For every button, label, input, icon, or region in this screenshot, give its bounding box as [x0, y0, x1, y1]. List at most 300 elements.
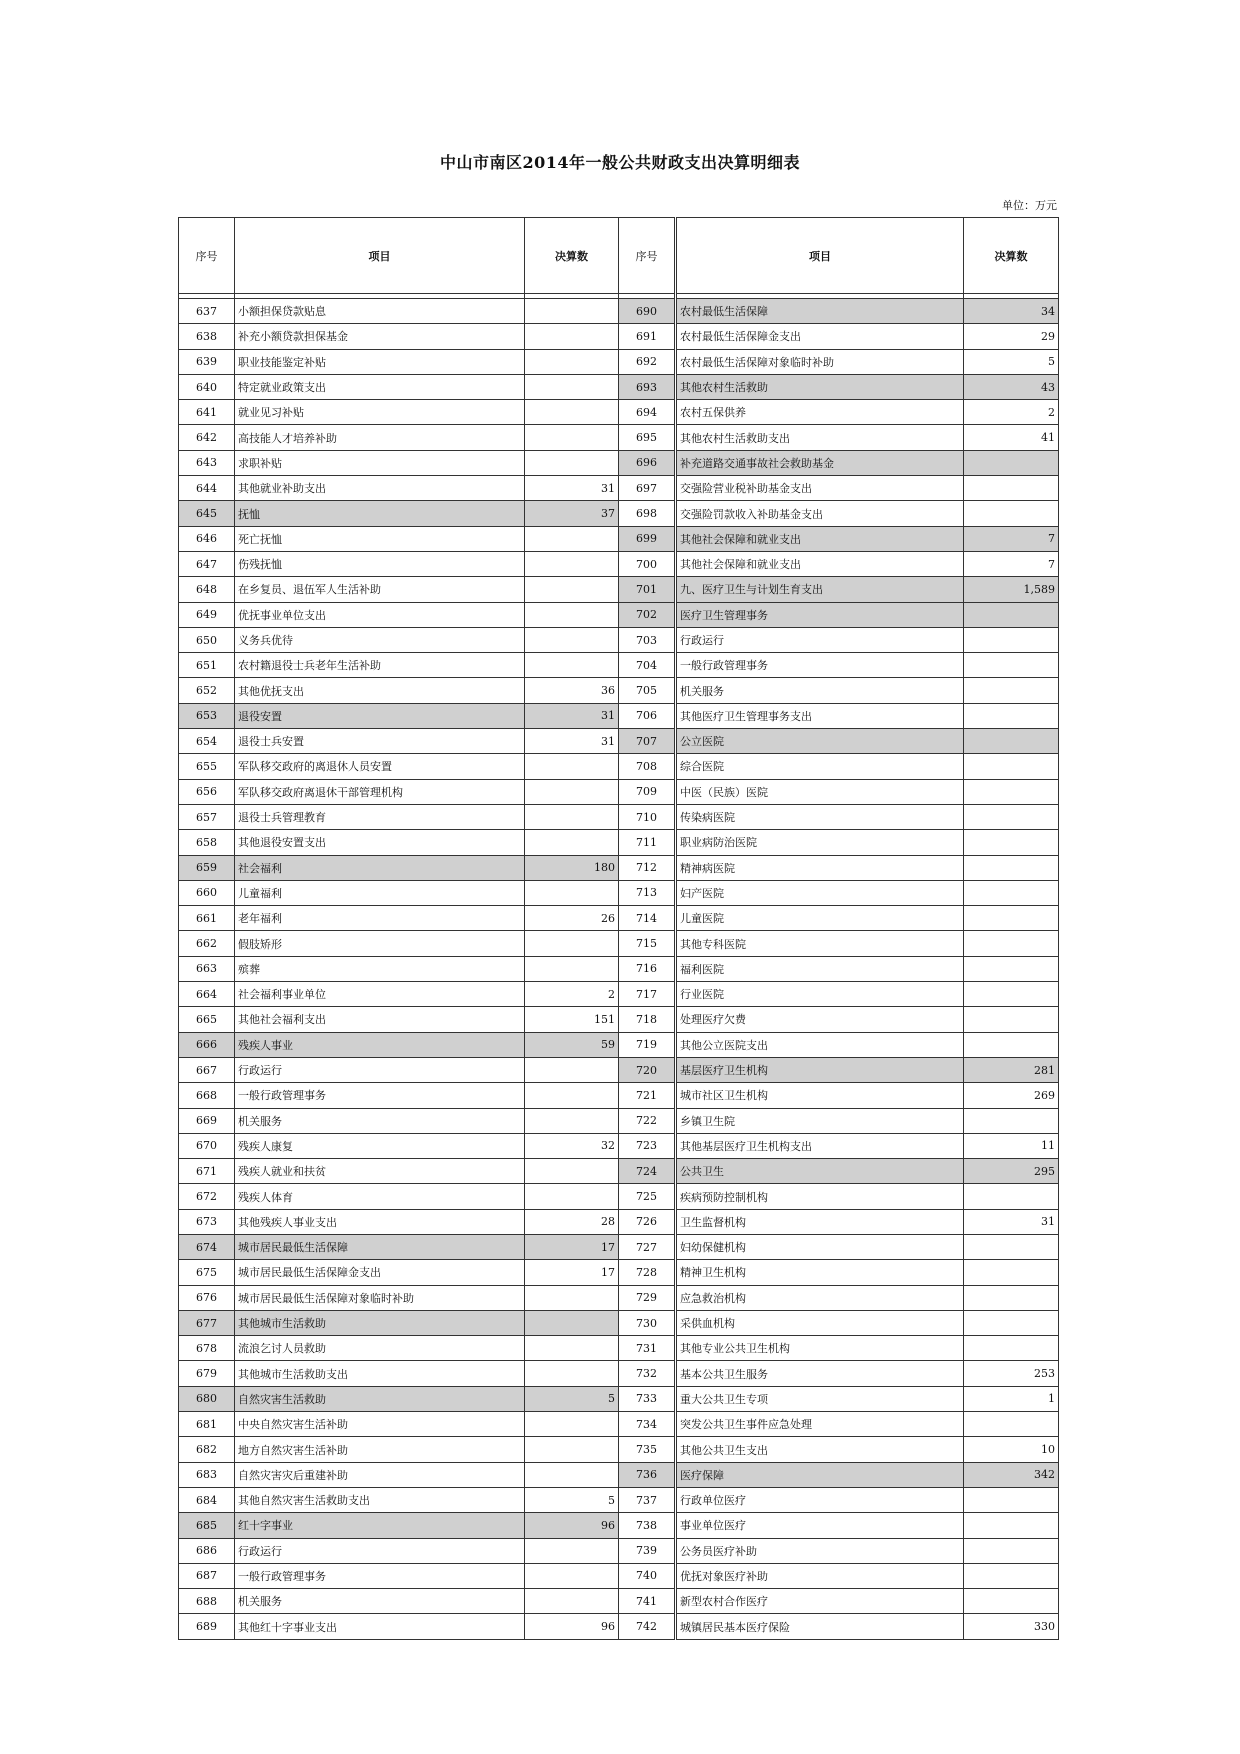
row-seq-right: 721: [619, 1083, 676, 1108]
row-amount-right: [964, 1285, 1059, 1310]
row-item-right: 一般行政管理事务: [676, 653, 964, 678]
row-item-left: 就业见习补贴: [235, 400, 525, 425]
row-seq-right: 693: [619, 374, 676, 399]
row-item-right: 其他医疗卫生管理事务支出: [676, 703, 964, 728]
row-seq-right: 736: [619, 1462, 676, 1487]
row-seq-left: 674: [179, 1234, 235, 1259]
row-seq-left: 664: [179, 982, 235, 1007]
row-item-left: 残疾人体育: [235, 1184, 525, 1209]
row-seq-right: 741: [619, 1589, 676, 1614]
row-item-left: 残疾人康复: [235, 1133, 525, 1158]
row-amount-right: 7: [964, 551, 1059, 576]
table-row: [179, 982, 1059, 1007]
expenditure-table: [178, 217, 1059, 1640]
row-amount-right: 269: [964, 1083, 1059, 1108]
header-seq-left: 序号: [179, 218, 235, 294]
row-item-left: 中央自然灾害生活补助: [235, 1412, 525, 1437]
table-row: [179, 1083, 1059, 1108]
row-amount-left: [525, 1108, 619, 1133]
row-seq-right: 728: [619, 1260, 676, 1285]
row-amount-right: [964, 1032, 1059, 1057]
row-seq-left: 640: [179, 374, 235, 399]
row-seq-left: 689: [179, 1614, 235, 1639]
row-item-left: 其他红十字事业支出: [235, 1614, 525, 1639]
row-amount-left: [525, 931, 619, 956]
row-seq-left: 663: [179, 956, 235, 981]
row-item-left: 伤残抚恤: [235, 551, 525, 576]
row-amount-right: [964, 1310, 1059, 1335]
table-row: [179, 956, 1059, 981]
row-item-left: 殡葬: [235, 956, 525, 981]
row-item-left: 社会福利事业单位: [235, 982, 525, 1007]
row-amount-right: 34: [964, 299, 1059, 324]
row-amount-left: [525, 349, 619, 374]
row-amount-right: [964, 501, 1059, 526]
row-amount-left: 28: [525, 1209, 619, 1234]
row-item-right: 其他专业公共卫生机构: [676, 1336, 964, 1361]
row-seq-left: 684: [179, 1487, 235, 1512]
row-amount-right: [964, 855, 1059, 880]
table-row: [179, 1412, 1059, 1437]
row-item-right: 其他公共卫生支出: [676, 1437, 964, 1462]
row-amount-left: [525, 526, 619, 551]
row-seq-left: 665: [179, 1007, 235, 1032]
row-seq-right: 700: [619, 551, 676, 576]
row-amount-left: [525, 627, 619, 652]
row-seq-right: 724: [619, 1159, 676, 1184]
row-seq-right: 704: [619, 653, 676, 678]
table-row: [179, 501, 1059, 526]
table-row: [179, 754, 1059, 779]
table-row: [179, 804, 1059, 829]
row-item-left: 其他优抚支出: [235, 678, 525, 703]
row-seq-right: 719: [619, 1032, 676, 1057]
row-item-left: 退役士兵安置: [235, 729, 525, 754]
row-amount-right: [964, 1260, 1059, 1285]
row-seq-right: 733: [619, 1386, 676, 1411]
row-amount-left: [525, 299, 619, 324]
table-row: [179, 324, 1059, 349]
row-item-right: 医疗保障: [676, 1462, 964, 1487]
row-amount-left: [525, 425, 619, 450]
table-row: [179, 1108, 1059, 1133]
row-seq-right: 695: [619, 425, 676, 450]
row-item-left: 高技能人才培养补助: [235, 425, 525, 450]
row-seq-right: 707: [619, 729, 676, 754]
row-seq-left: 679: [179, 1361, 235, 1386]
row-amount-right: [964, 754, 1059, 779]
row-seq-right: 716: [619, 956, 676, 981]
row-seq-left: 645: [179, 501, 235, 526]
row-item-left: 机关服务: [235, 1589, 525, 1614]
row-seq-right: 731: [619, 1336, 676, 1361]
row-item-left: 其他残疾人事业支出: [235, 1209, 525, 1234]
row-amount-right: 11: [964, 1133, 1059, 1158]
row-item-right: 行政单位医疗: [676, 1487, 964, 1512]
row-seq-right: 714: [619, 906, 676, 931]
row-item-left: 红十字事业: [235, 1513, 525, 1538]
row-amount-left: 26: [525, 906, 619, 931]
row-seq-left: 647: [179, 551, 235, 576]
row-item-right: 采供血机构: [676, 1310, 964, 1335]
row-seq-left: 638: [179, 324, 235, 349]
row-amount-left: [525, 804, 619, 829]
table-row: [179, 1057, 1059, 1082]
header-seq-right: 序号: [619, 218, 676, 294]
row-amount-left: 36: [525, 678, 619, 703]
table-row: [179, 577, 1059, 602]
table-row: [179, 1260, 1059, 1285]
row-seq-left: 672: [179, 1184, 235, 1209]
table-row: [179, 1386, 1059, 1411]
row-seq-left: 646: [179, 526, 235, 551]
row-seq-left: 641: [179, 400, 235, 425]
row-amount-right: [964, 1336, 1059, 1361]
row-amount-right: [964, 906, 1059, 931]
row-seq-left: 656: [179, 779, 235, 804]
row-seq-right: 711: [619, 830, 676, 855]
row-amount-right: 281: [964, 1057, 1059, 1082]
row-amount-left: [525, 577, 619, 602]
row-item-right: 农村最低生活保障金支出: [676, 324, 964, 349]
row-seq-right: 712: [619, 855, 676, 880]
row-amount-left: 96: [525, 1513, 619, 1538]
row-seq-right: 698: [619, 501, 676, 526]
row-amount-right: 5: [964, 349, 1059, 374]
row-amount-right: [964, 982, 1059, 1007]
row-amount-right: 295: [964, 1159, 1059, 1184]
row-item-right: 其他社会保障和就业支出: [676, 526, 964, 551]
table-row: [179, 551, 1059, 576]
row-seq-right: 740: [619, 1563, 676, 1588]
table-row: [179, 1234, 1059, 1259]
row-item-right: 交强险罚款收入补助基金支出: [676, 501, 964, 526]
row-item-right: 传染病医院: [676, 804, 964, 829]
row-seq-right: 702: [619, 602, 676, 627]
row-item-right: 公共卫生: [676, 1159, 964, 1184]
table-row: [179, 1462, 1059, 1487]
row-seq-left: 683: [179, 1462, 235, 1487]
row-item-left: 职业技能鉴定补贴: [235, 349, 525, 374]
row-item-right: 福利医院: [676, 956, 964, 981]
row-seq-left: 661: [179, 906, 235, 931]
row-amount-right: [964, 880, 1059, 905]
table-row: [179, 1614, 1059, 1639]
row-amount-left: [525, 1563, 619, 1588]
row-item-right: 新型农村合作医疗: [676, 1589, 964, 1614]
row-seq-right: 737: [619, 1487, 676, 1512]
row-item-left: 优抚事业单位支出: [235, 602, 525, 627]
row-item-right: 儿童医院: [676, 906, 964, 931]
row-item-right: 农村最低生活保障: [676, 299, 964, 324]
row-item-left: 自然灾害生活救助: [235, 1386, 525, 1411]
row-amount-left: 5: [525, 1487, 619, 1512]
header-row: [179, 218, 1059, 294]
row-seq-left: 677: [179, 1310, 235, 1335]
row-item-left: 老年福利: [235, 906, 525, 931]
row-amount-left: [525, 1589, 619, 1614]
row-item-left: 农村籍退役士兵老年生活补助: [235, 653, 525, 678]
table-row: [179, 880, 1059, 905]
row-amount-left: 151: [525, 1007, 619, 1032]
unit-label: 单位：万元: [1002, 199, 1057, 212]
row-amount-left: [525, 754, 619, 779]
row-seq-left: 648: [179, 577, 235, 602]
row-amount-left: [525, 374, 619, 399]
row-item-right: 综合医院: [676, 754, 964, 779]
table-row: [179, 627, 1059, 652]
row-seq-right: 715: [619, 931, 676, 956]
row-item-left: 退役安置: [235, 703, 525, 728]
row-amount-right: [964, 1007, 1059, 1032]
row-item-left: 其他退役安置支出: [235, 830, 525, 855]
row-amount-right: [964, 830, 1059, 855]
row-item-left: 地方自然灾害生活补助: [235, 1437, 525, 1462]
header-item-left: 项目: [235, 218, 525, 294]
table-row: [179, 425, 1059, 450]
table-row: [179, 1589, 1059, 1614]
row-seq-right: 730: [619, 1310, 676, 1335]
row-item-left: 其他就业补助支出: [235, 476, 525, 501]
row-item-left: 社会福利: [235, 855, 525, 880]
row-amount-right: [964, 678, 1059, 703]
row-seq-left: 653: [179, 703, 235, 728]
row-seq-right: 690: [619, 299, 676, 324]
row-item-right: 农村五保供养: [676, 400, 964, 425]
row-amount-left: [525, 1310, 619, 1335]
row-item-left: 城市居民最低生活保障: [235, 1234, 525, 1259]
table-row: [179, 1487, 1059, 1512]
row-seq-right: 725: [619, 1184, 676, 1209]
row-amount-left: 31: [525, 476, 619, 501]
table-row: [179, 476, 1059, 501]
row-seq-right: 706: [619, 703, 676, 728]
row-seq-right: 735: [619, 1437, 676, 1462]
row-item-right: 精神卫生机构: [676, 1260, 964, 1285]
row-seq-right: 709: [619, 779, 676, 804]
row-amount-left: 32: [525, 1133, 619, 1158]
row-item-right: 基层医疗卫生机构: [676, 1057, 964, 1082]
row-amount-right: [964, 1538, 1059, 1563]
row-amount-right: [964, 1412, 1059, 1437]
row-amount-left: [525, 551, 619, 576]
row-item-right: 妇幼保健机构: [676, 1234, 964, 1259]
row-seq-right: 720: [619, 1057, 676, 1082]
row-seq-right: 727: [619, 1234, 676, 1259]
row-item-left: 一般行政管理事务: [235, 1083, 525, 1108]
table-body: [179, 294, 1059, 1640]
row-amount-left: 31: [525, 729, 619, 754]
row-item-right: 其他专科医院: [676, 931, 964, 956]
table-row: [179, 400, 1059, 425]
row-item-right: 基本公共卫生服务: [676, 1361, 964, 1386]
row-item-left: 求职补贴: [235, 450, 525, 475]
row-item-right: 突发公共卫生事件应急处理: [676, 1412, 964, 1437]
row-amount-left: [525, 602, 619, 627]
table-row: [179, 779, 1059, 804]
row-item-left: 一般行政管理事务: [235, 1563, 525, 1588]
row-item-right: 中医（民族）医院: [676, 779, 964, 804]
row-item-right: 医疗卫生管理事务: [676, 602, 964, 627]
table-row: [179, 1184, 1059, 1209]
row-seq-right: 738: [619, 1513, 676, 1538]
row-amount-right: 1,589: [964, 577, 1059, 602]
row-item-right: 处理医疗欠费: [676, 1007, 964, 1032]
row-seq-left: 657: [179, 804, 235, 829]
row-seq-right: 726: [619, 1209, 676, 1234]
row-item-left: 城市居民最低生活保障对象临时补助: [235, 1285, 525, 1310]
row-seq-left: 681: [179, 1412, 235, 1437]
row-seq-right: 732: [619, 1361, 676, 1386]
row-amount-right: [964, 653, 1059, 678]
row-amount-right: [964, 1234, 1059, 1259]
row-item-right: 优抚对象医疗补助: [676, 1563, 964, 1588]
row-amount-right: [964, 476, 1059, 501]
row-item-left: 残疾人就业和扶贫: [235, 1159, 525, 1184]
table-row: [179, 1437, 1059, 1462]
row-amount-right: [964, 1563, 1059, 1588]
page-title: 中山市南区2014年一般公共财政支出决算明细表: [439, 153, 801, 172]
row-seq-left: 671: [179, 1159, 235, 1184]
row-amount-left: [525, 450, 619, 475]
row-item-right: 城镇居民基本医疗保险: [676, 1614, 964, 1639]
row-amount-left: [525, 324, 619, 349]
row-amount-right: [964, 779, 1059, 804]
row-item-right: 行政运行: [676, 627, 964, 652]
row-seq-right: 718: [619, 1007, 676, 1032]
row-amount-left: [525, 956, 619, 981]
row-item-left: 补充小额贷款担保基金: [235, 324, 525, 349]
row-seq-left: 676: [179, 1285, 235, 1310]
row-amount-right: [964, 804, 1059, 829]
table-row: [179, 830, 1059, 855]
table-row: [179, 678, 1059, 703]
row-seq-right: 710: [619, 804, 676, 829]
row-seq-left: 685: [179, 1513, 235, 1538]
row-seq-left: 682: [179, 1437, 235, 1462]
row-amount-left: 17: [525, 1234, 619, 1259]
row-item-left: 行政运行: [235, 1538, 525, 1563]
row-item-right: 行业医院: [676, 982, 964, 1007]
row-amount-right: [964, 1589, 1059, 1614]
row-seq-right: 742: [619, 1614, 676, 1639]
row-item-right: 公立医院: [676, 729, 964, 754]
row-seq-left: 678: [179, 1336, 235, 1361]
row-seq-right: 696: [619, 450, 676, 475]
row-amount-left: [525, 1361, 619, 1386]
row-item-right: 疾病预防控制机构: [676, 1184, 964, 1209]
table-row: [179, 1159, 1059, 1184]
row-item-left: 退役士兵管理教育: [235, 804, 525, 829]
row-amount-right: 43: [964, 374, 1059, 399]
table-row: [179, 1285, 1059, 1310]
row-amount-right: 31: [964, 1209, 1059, 1234]
row-item-left: 在乡复员、退伍军人生活补助: [235, 577, 525, 602]
row-seq-right: 691: [619, 324, 676, 349]
row-amount-left: 17: [525, 1260, 619, 1285]
table-row: [179, 1513, 1059, 1538]
table-row: [179, 1310, 1059, 1335]
row-item-left: 军队移交政府离退休干部管理机构: [235, 779, 525, 804]
row-amount-right: [964, 956, 1059, 981]
row-seq-left: 659: [179, 855, 235, 880]
row-item-left: 其他社会福利支出: [235, 1007, 525, 1032]
table-row: [179, 602, 1059, 627]
table-row: [179, 349, 1059, 374]
header-amount-right: 决算数: [964, 218, 1059, 294]
row-seq-left: 649: [179, 602, 235, 627]
row-amount-left: [525, 1083, 619, 1108]
row-item-right: 其他社会保障和就业支出: [676, 551, 964, 576]
header-item-right: 项目: [676, 218, 964, 294]
row-seq-right: 722: [619, 1108, 676, 1133]
row-item-left: 抚恤: [235, 501, 525, 526]
row-amount-right: 2: [964, 400, 1059, 425]
row-amount-left: 31: [525, 703, 619, 728]
row-item-right: 补充道路交通事故社会救助基金: [676, 450, 964, 475]
row-seq-right: 701: [619, 577, 676, 602]
row-seq-left: 670: [179, 1133, 235, 1158]
row-seq-left: 652: [179, 678, 235, 703]
row-item-left: 义务兵优待: [235, 627, 525, 652]
row-item-right: 其他公立医院支出: [676, 1032, 964, 1057]
row-seq-left: 655: [179, 754, 235, 779]
table-row: [179, 855, 1059, 880]
row-item-right: 公务员医疗补助: [676, 1538, 964, 1563]
table-row: [179, 450, 1059, 475]
row-amount-left: 2: [525, 982, 619, 1007]
row-amount-right: 1: [964, 1386, 1059, 1411]
table-row: [179, 1007, 1059, 1032]
row-amount-left: [525, 830, 619, 855]
row-item-left: 军队移交政府的离退休人员安置: [235, 754, 525, 779]
row-seq-left: 637: [179, 299, 235, 324]
row-seq-left: 644: [179, 476, 235, 501]
row-amount-right: [964, 1108, 1059, 1133]
row-item-right: 九、医疗卫生与计划生育支出: [676, 577, 964, 602]
row-seq-right: 723: [619, 1133, 676, 1158]
row-seq-left: 660: [179, 880, 235, 905]
row-item-left: 特定就业政策支出: [235, 374, 525, 399]
row-item-right: 其他农村生活救助支出: [676, 425, 964, 450]
row-seq-left: 668: [179, 1083, 235, 1108]
row-amount-left: [525, 1538, 619, 1563]
row-item-right: 交强险营业税补助基金支出: [676, 476, 964, 501]
row-seq-left: 651: [179, 653, 235, 678]
row-amount-right: 29: [964, 324, 1059, 349]
row-amount-right: [964, 931, 1059, 956]
row-item-right: 职业病防治医院: [676, 830, 964, 855]
row-amount-right: 253: [964, 1361, 1059, 1386]
row-item-left: 其他城市生活救助支出: [235, 1361, 525, 1386]
row-item-left: 城市居民最低生活保障金支出: [235, 1260, 525, 1285]
row-amount-left: [525, 1159, 619, 1184]
row-amount-left: [525, 1336, 619, 1361]
row-seq-right: 734: [619, 1412, 676, 1437]
row-item-right: 应急救治机构: [676, 1285, 964, 1310]
row-seq-right: 692: [619, 349, 676, 374]
row-item-right: 乡镇卫生院: [676, 1108, 964, 1133]
table-row: [179, 1538, 1059, 1563]
row-amount-right: [964, 602, 1059, 627]
row-item-left: 假肢矫形: [235, 931, 525, 956]
row-seq-left: 643: [179, 450, 235, 475]
row-seq-left: 662: [179, 931, 235, 956]
row-seq-right: 694: [619, 400, 676, 425]
row-amount-left: [525, 1462, 619, 1487]
row-item-left: 其他自然灾害生活救助支出: [235, 1487, 525, 1512]
row-amount-left: 96: [525, 1614, 619, 1639]
